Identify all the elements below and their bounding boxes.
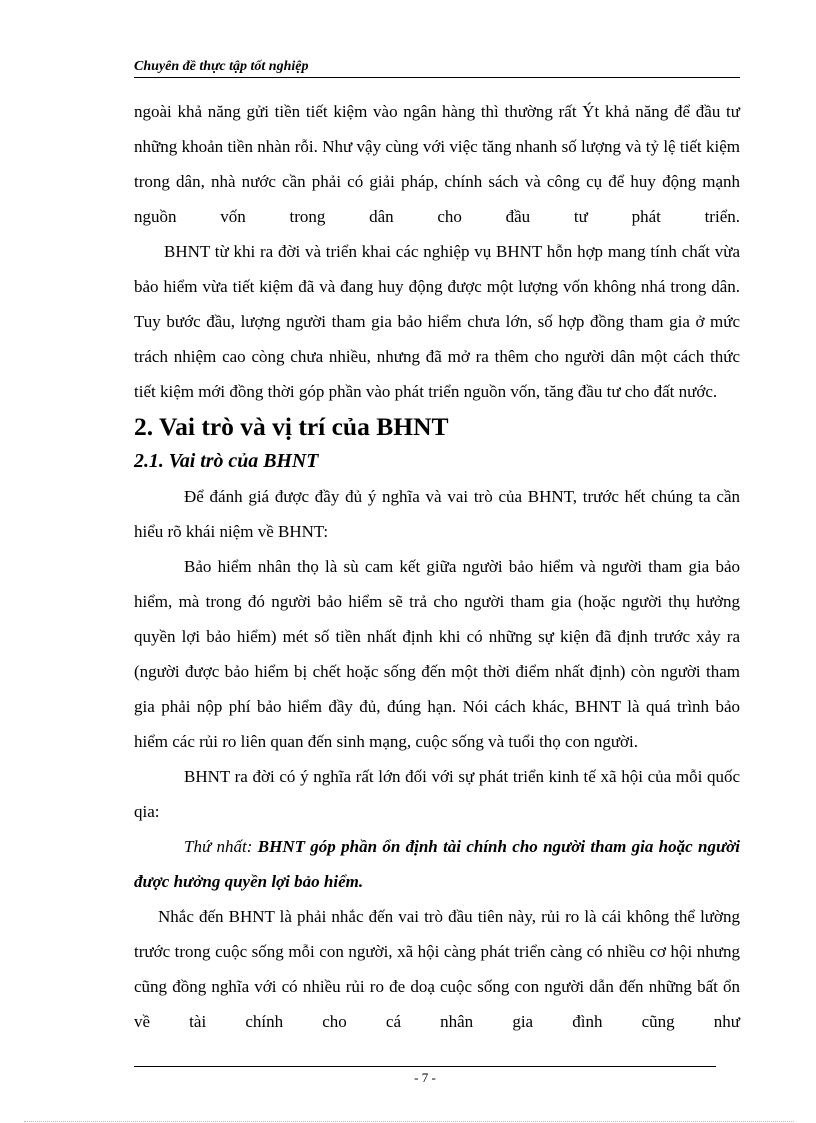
subsection-heading: 2.1. Vai trò của BHNT <box>134 450 319 472</box>
text-line: tính chất vừa bảo hiểm vừa tiết kiệm đã và đang huy động được một lượng <box>134 242 741 296</box>
text-line: vốn không nhá trong dân. Tuy bước đầu, lượng người tham gia bảo hiểm chưa <box>134 277 741 331</box>
text-line: Nhắc đến BHNT là phải nhắc đến vai trò đầu tiên này, rủi ro là cái không <box>158 907 670 926</box>
paragraph-definition <box>134 549 740 759</box>
text-line: lớn, số hợp đồng tham gia ở mức trách nhiệm cao còng chưa nhiều, nhưng đã <box>134 312 740 366</box>
text-line: mỗi quốc qia: <box>134 767 740 821</box>
paragraph-definition-intro <box>134 479 740 549</box>
text-line: thời điểm nhất định) còn người tham gia phải nộp phí bảo hiểm đầy đủ, đúng <box>134 662 741 716</box>
paragraph-continued <box>134 94 740 234</box>
text-line: ta cần hiểu rõ khái niệm về BHNT: <box>134 487 741 541</box>
text-line: mạng, cuộc sống và tuổi thọ con người. <box>369 732 639 751</box>
text-line: số lượng và tỷ lệ tiết kiệm trong dân, nhà nước cần phải có giải pháp, chính <box>134 137 740 191</box>
paragraph-significance <box>134 759 740 829</box>
footer-rule <box>134 1066 716 1067</box>
text-line: BHNT ra đời có ý nghĩa rất lớn đối với sự phát triển kinh tế xã hội của <box>184 767 672 786</box>
paragraph-first-role <box>134 829 740 899</box>
text-line: sách và công cụ để huy động mạnh nguồn vốn trong dân cho đầu tư phát triển. <box>134 172 740 226</box>
page-number: - 7 - <box>414 1070 436 1085</box>
text-line: Bảo hiểm nhân thọ là sù cam kết giữa người bảo hiểm và người tham <box>184 557 683 576</box>
text-line: vào phát triển nguồn vốn, tăng đầu tư cho đất nước. <box>365 382 718 401</box>
text-line: kiện đã định trước xảy ra (người được bảo hiểm bị chết hoặc sống đến một <box>134 627 740 681</box>
section-heading: 2. Vai trò và vị trí của BHNT <box>134 412 449 441</box>
text-line: năng để đầu tư những khoản tiền nhàn rỗi. Như vậy cùng với việc tăng nhanh <box>134 102 740 156</box>
text-line: có nhiều cơ hội nhưng cũng đồng nghĩa với có nhiều rủi ro đe doạ cuộc sống <box>134 942 740 996</box>
role-text: BHNT góp phần ổn định tài chính cho người tham gia <box>252 837 654 856</box>
text-line: con người dẫn đến những bất ổn về tài chính cho cá nhân gia đình cũng như <box>134 977 740 1031</box>
paragraph-bhnt-savings <box>134 234 740 409</box>
text-line: mở ra thêm cho người dân một cách thức tiết kiệm mới đồng thời góp phần <box>134 347 741 401</box>
running-header: Chuyên đề thực tập tốt nghiệp <box>134 59 309 74</box>
paragraph-risk <box>134 899 740 1039</box>
role-text: hoặc người được hưởng quyền lợi bảo hiểm. <box>134 837 740 891</box>
document-body <box>134 94 740 1039</box>
role-label: Thứ nhất: <box>184 837 253 856</box>
text-line: hạn. Nói cách khác, BHNT là quá trình bảo hiểm các rủi ro liên quan đến sinh <box>134 697 741 751</box>
text-line: người thụ hưởng quyền lợi bảo hiểm) mét số tiền nhất định khi có những sự <box>134 592 741 646</box>
text-line: Để đánh giá được đầy đủ ý nghĩa và vai trò của BHNT, trước hết chúng <box>184 487 693 506</box>
text-line: gia bảo hiểm, mà trong đó người bảo hiểm sẽ trả cho người tham gia (hoặc <box>134 557 740 611</box>
header-rule <box>134 77 740 78</box>
text-line: thể lường trước trong cuộc sống mỗi con người, xã hội càng phát triển càng <box>134 907 740 961</box>
page-edge-divider <box>24 1121 794 1122</box>
text-line: BHNT từ khi ra đời và triển khai các nghiệp vụ BHNT hỗn hợp mang <box>164 242 646 261</box>
text-line: ngoài khả năng gửi tiền tiết kiệm vào ngân hàng thì thường rất Ýt khả <box>134 102 630 121</box>
